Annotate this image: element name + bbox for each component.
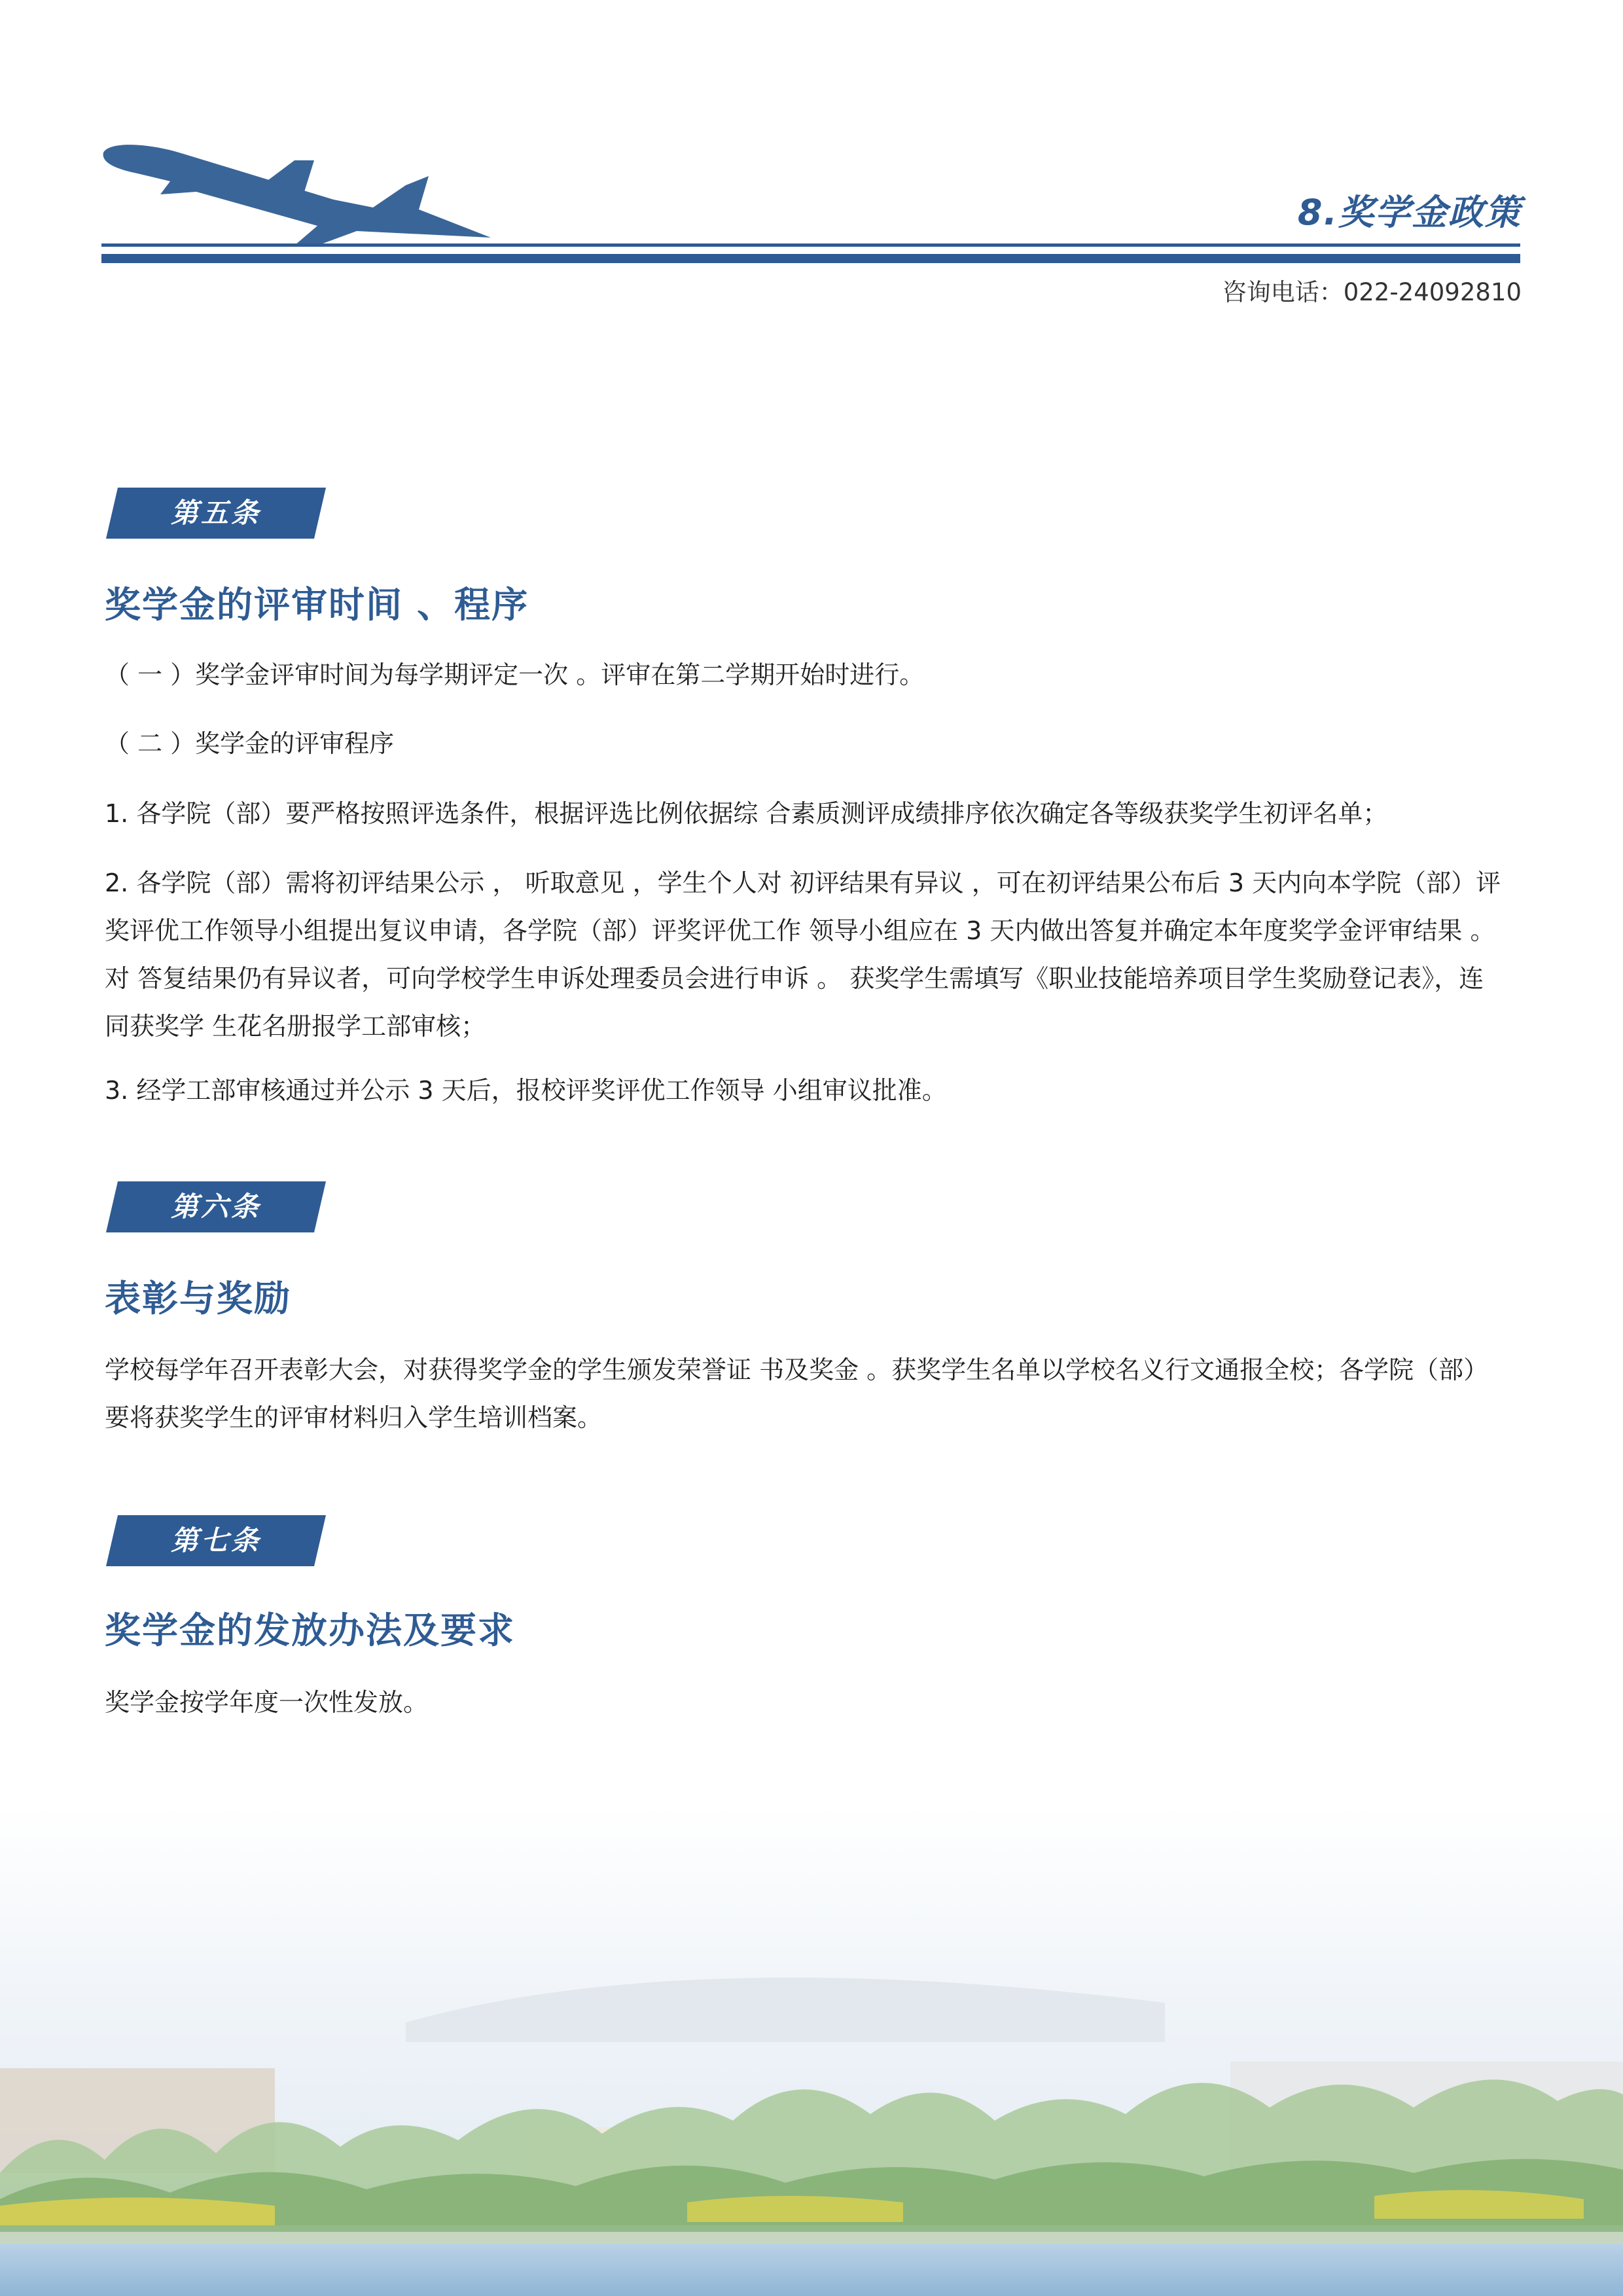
campus-scene-image (0, 1806, 1623, 2296)
header-rule-thin (101, 243, 1520, 247)
header-rule-thick (101, 254, 1520, 263)
article5-paragraph-4: 2. 各学院（部）需将初评结果公示 ， 听取意见 ，学生个人对 初评结果有异议 ，可在初评结果公布后 3 天内向本学院（部）评 奖评优工作领导小组提出复议申请，各学院（部）评奖评优工作 领导小组应在 3 天内做出答复并确定本年度奖学金评审结果 。对 答复结果仍有异议者，可向学校学生申诉处理委员会进行申诉 。 获奖学生需填写《职业技能培养项目学生奖励登记表》，连同获奖学 生花名册报学工部审核； (105, 869, 1501, 1041)
article5-paragraph-5: 3. 经学工部审核通过并公示 3 天后，报校评奖评优工作领导 小组审议批准。 (105, 1076, 947, 1105)
article7-title: 奖学金的发放办法及要求 (105, 1609, 516, 1651)
header-title: 8.奖学金政策 (1297, 192, 1522, 233)
article7-badge (106, 1515, 326, 1566)
article6-title: 表彰与奖励 (105, 1278, 292, 1319)
article6-paragraph-1: 学校每学年召开表彰大会，对获得奖学金的学生颁发荣誉证 书及奖金 。获奖学生名单以学校名义行文通报全校；各学院（部） 要将获奖学生的评审材料归入学生培训档案。 (105, 1355, 1489, 1432)
airplane-icon (98, 134, 497, 249)
article5-paragraph-3: 1. 各学院（部）要严格按照评选条件，根据评选比例依据综 合素质测评成绩排序依次确定各等级获奖学生初评名单； (105, 799, 1388, 828)
article5-paragraph-2: （ 二 ）奖学金的评审程序 (105, 729, 395, 758)
article6-badge-label: 第六条 (170, 1191, 261, 1223)
article7-badge-label: 第七条 (170, 1524, 261, 1556)
hotline-text: 咨询电话：022-24092810 (1222, 278, 1522, 306)
article7-paragraph-1: 奖学金按学年度一次性发放。 (105, 1688, 429, 1717)
article5-badge-label: 第五条 (170, 497, 261, 529)
article5-badge (106, 488, 326, 539)
article6-badge (106, 1181, 326, 1232)
article5-title: 奖学金的评审时间 、程序 (105, 584, 529, 626)
article5-paragraph-1: （ 一 ）奖学金评审时间为每学期评定一次 。评审在第二学期开始时进行。 (105, 660, 925, 689)
